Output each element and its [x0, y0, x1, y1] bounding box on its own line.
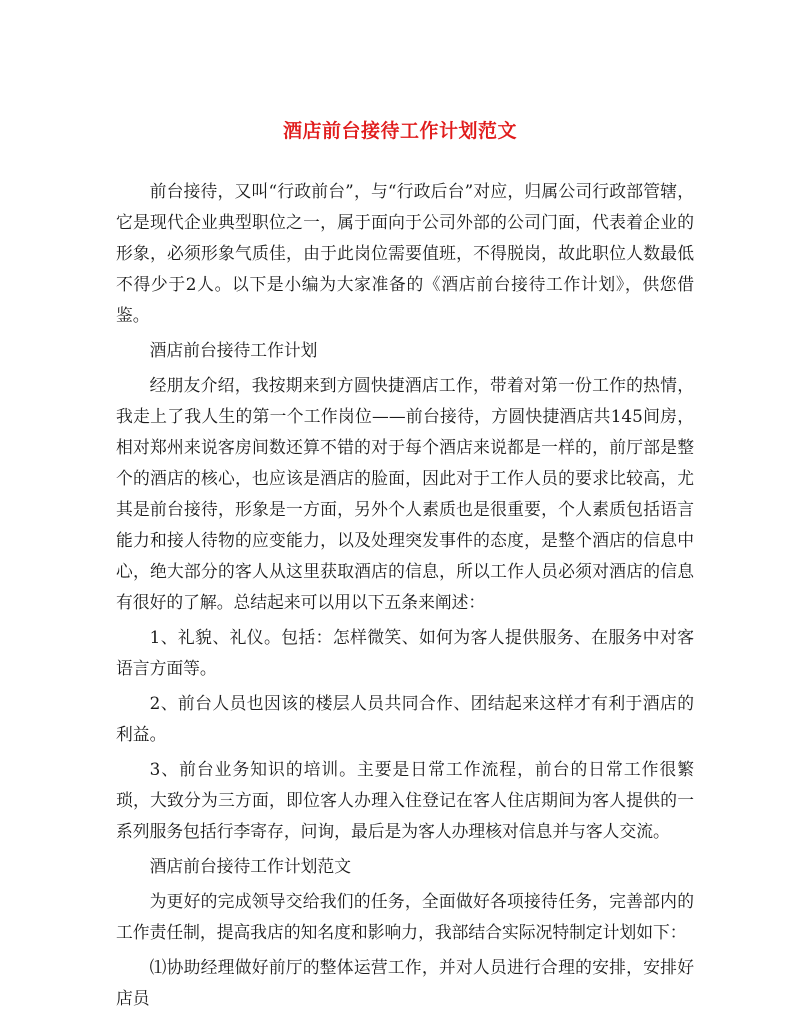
intro-paragraph: 前台接待，又叫“行政前台”，与“行政后台”对应，归属公司行政部管辖，它是现代企业典型职位之一，属于面向于公司外部的公司门面，代表着企业的形象，必须形象气质佳，由于此岗位需要值班，不得脱岗，故此职位人数最低不得少于2人。以下是小编为大家准备的《酒店前台接待工作计划》，供您借鉴。 [116, 181, 694, 325]
list-item-2: 2、前台人员也因该的楼层人员共同合作、团结起来这样才有利于酒店的利益。 [116, 693, 694, 744]
experience-paragraph: 经朋友介绍，我按期来到方圆快捷酒店工作，带着对第一份工作的热情，我走上了我人生的第一个工作岗位——前台接待，方圆快捷酒店共145间房，相对郑州来说客房间数还算不错的对于每个酒店来说都是一样的，前厅部是整个的酒店的核心，也应该是酒店的脸面，因此对于工作人员的要求比较高，尤其是前台接待，形象是一方面，另外个人素质也是很重要，个人素质包括语言能力和接人待物的应变能力，以及处理突发事件的态度，是整个酒店的信息中心，绝大部分的客人从这里获取酒店的信息，所以工作人员必须对酒店的信息有很好的了解。总结起来可以用以下五条来阐述： [116, 375, 694, 612]
document-body [116, 176, 694, 1018]
section-heading-sample: 酒店前台接待工作计划范文 [149, 856, 351, 876]
plan-intro-paragraph: 为更好的完成领导交给我们的任务，全面做好各项接待任务，完善部内的工作责任制，提高我店的知名度和影响力，我部结合实际况特制定计划如下： [116, 891, 694, 942]
section-heading-plan: 酒店前台接待工作计划 [149, 340, 318, 360]
document-title: 酒店前台接待工作计划范文 [282, 120, 517, 142]
list-item-1: 1、礼貌、礼仪。包括：怎样微笑、如何为客人提供服务、在服务中对客语言方面等。 [116, 627, 694, 678]
list-item-3: 3、前台业务知识的培训。主要是日常工作流程，前台的日常工作很繁琐，大致分为三方面，即位客人办理入住登记在客人住店期间为客人提供的一系列服务包括行李寄存，问询，最后是为客人办理核对信息并与客人交流。 [116, 759, 694, 841]
plan-item-1: ⑴协助经理做好前厅的整体运营工作，并对人员进行合理的安排，安排好店员 [116, 957, 694, 1008]
